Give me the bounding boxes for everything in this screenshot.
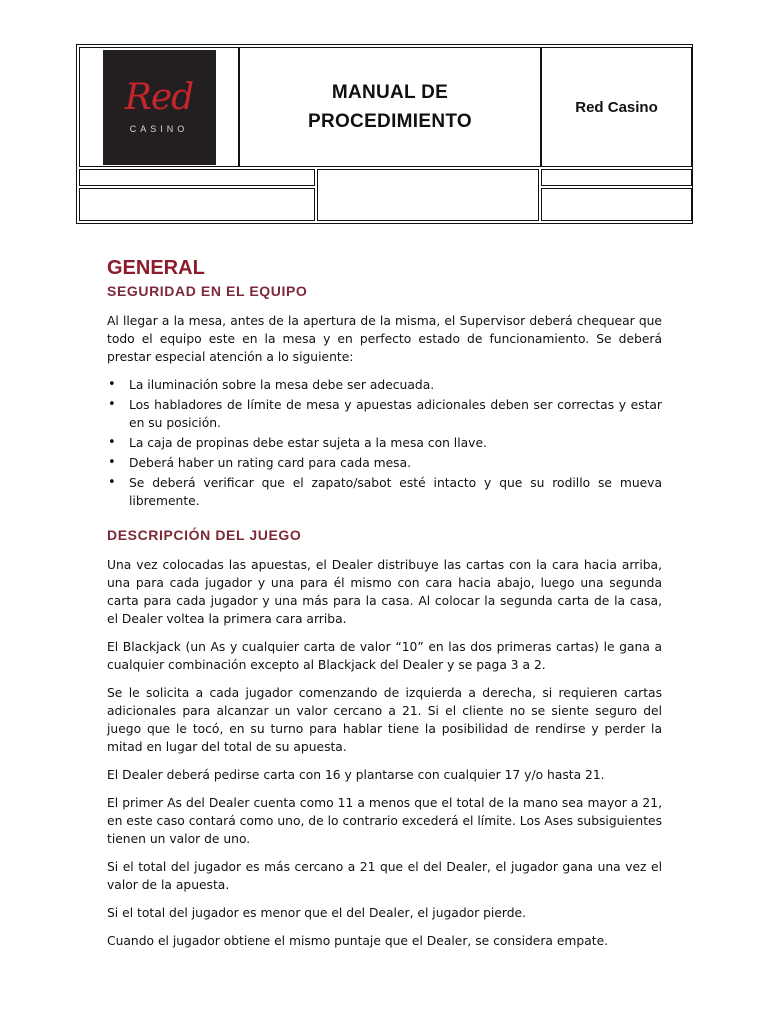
checklist [107, 376, 662, 510]
paragraph: El Dealer deberá pedirse carta con 16 y plantarse con cualquier 17 y/o hasta 21. [107, 768, 605, 782]
logo-word: Red [124, 77, 194, 118]
red-casino-logo [103, 50, 216, 165]
header-empty-cell [317, 169, 539, 221]
paragraph: Cuando el jugador obtiene el mismo puntaje que el Dealer, se considera empate. [107, 934, 609, 948]
paragraph: Si el total del jugador es más cercano a 21 que el del Dealer, el jugador gana una vez el valor de la apuesta. [107, 860, 662, 892]
list-item: • La caja de propinas debe estar sujeta a la mesa con llave. [107, 434, 662, 452]
subheading-seguridad: SEGURIDAD EN EL EQUIPO [107, 283, 308, 299]
list-item: • La iluminación sobre la mesa debe ser adecuada. [107, 376, 662, 394]
list-item: • Se deberá verificar que el zapato/sabot esté intacto y que su rodillo se mueva libremente. [107, 474, 662, 510]
paragraph: El primer As del Dealer cuenta como 11 a menos que el total de la mano sea mayor a 21, en este caso contará como uno, de lo contrario excederá el límite. Los Ases subsiguientes tienen un valor de uno. [107, 796, 662, 846]
document-title: MANUAL DE PROCEDIMIENTO [307, 82, 472, 132]
header-empty-cell [541, 188, 692, 221]
title-cell [239, 47, 541, 167]
header-empty-cell [541, 169, 692, 186]
company-cell [541, 47, 692, 167]
list-item: • Deberá haber un rating card para cada mesa. [107, 454, 662, 472]
paragraph: Si el total del jugador es menor que el del Dealer, el jugador pierde. [107, 906, 527, 920]
logo-subtitle: CASINO [129, 124, 189, 134]
paragraph: Una vez colocadas las apuestas, el Dealer distribuye las cartas con la cara hacia arriba, una para cada jugador y una para él mismo con cara hacia abajo, luego una segunda carta para cada jugador y una más para la casa. Al colocar la segunda carta de la casa, el Dealer voltea la primera cara arriba. [107, 558, 662, 626]
header-empty-cell [79, 169, 315, 186]
company-name: Red Casino [575, 98, 658, 116]
list-item: • Los habladores de límite de mesa y apuestas adicionales deben ser correctas y estar en su posición. [107, 396, 662, 432]
paragraph: Se le solicita a cada jugador comenzando de izquierda a derecha, si requieren cartas adicionales para alcanzar un valor cercano a 21. Si el cliente no se siente seguro del juego que le tocó, en su turno para hablar tiene la posibilidad de rendirse y perder la mitad en lugar del total de su apuesta. [107, 686, 662, 754]
section-heading-general: GENERAL [107, 257, 205, 279]
header-empty-cell [79, 188, 315, 221]
document-header-table [76, 44, 693, 224]
paragraph: El Blackjack (un As y cualquier carta de valor “10” en las dos primeras cartas) le gana a cualquier combinación excepto al Blackjack del Dealer y se paga 3 a 2. [107, 640, 662, 672]
document-body [107, 256, 662, 960]
paragraph-intro: Al llegar a la mesa, antes de la apertura de la misma, el Supervisor deberá chequear que todo el equipo este en la mesa y en perfecto estado de funcionamiento. Se deberá prestar especial atención a lo siguiente: [107, 314, 662, 364]
logo-cell [79, 47, 239, 167]
subheading-descripcion: DESCRIPCIÓN DEL JUEGO [107, 527, 302, 543]
